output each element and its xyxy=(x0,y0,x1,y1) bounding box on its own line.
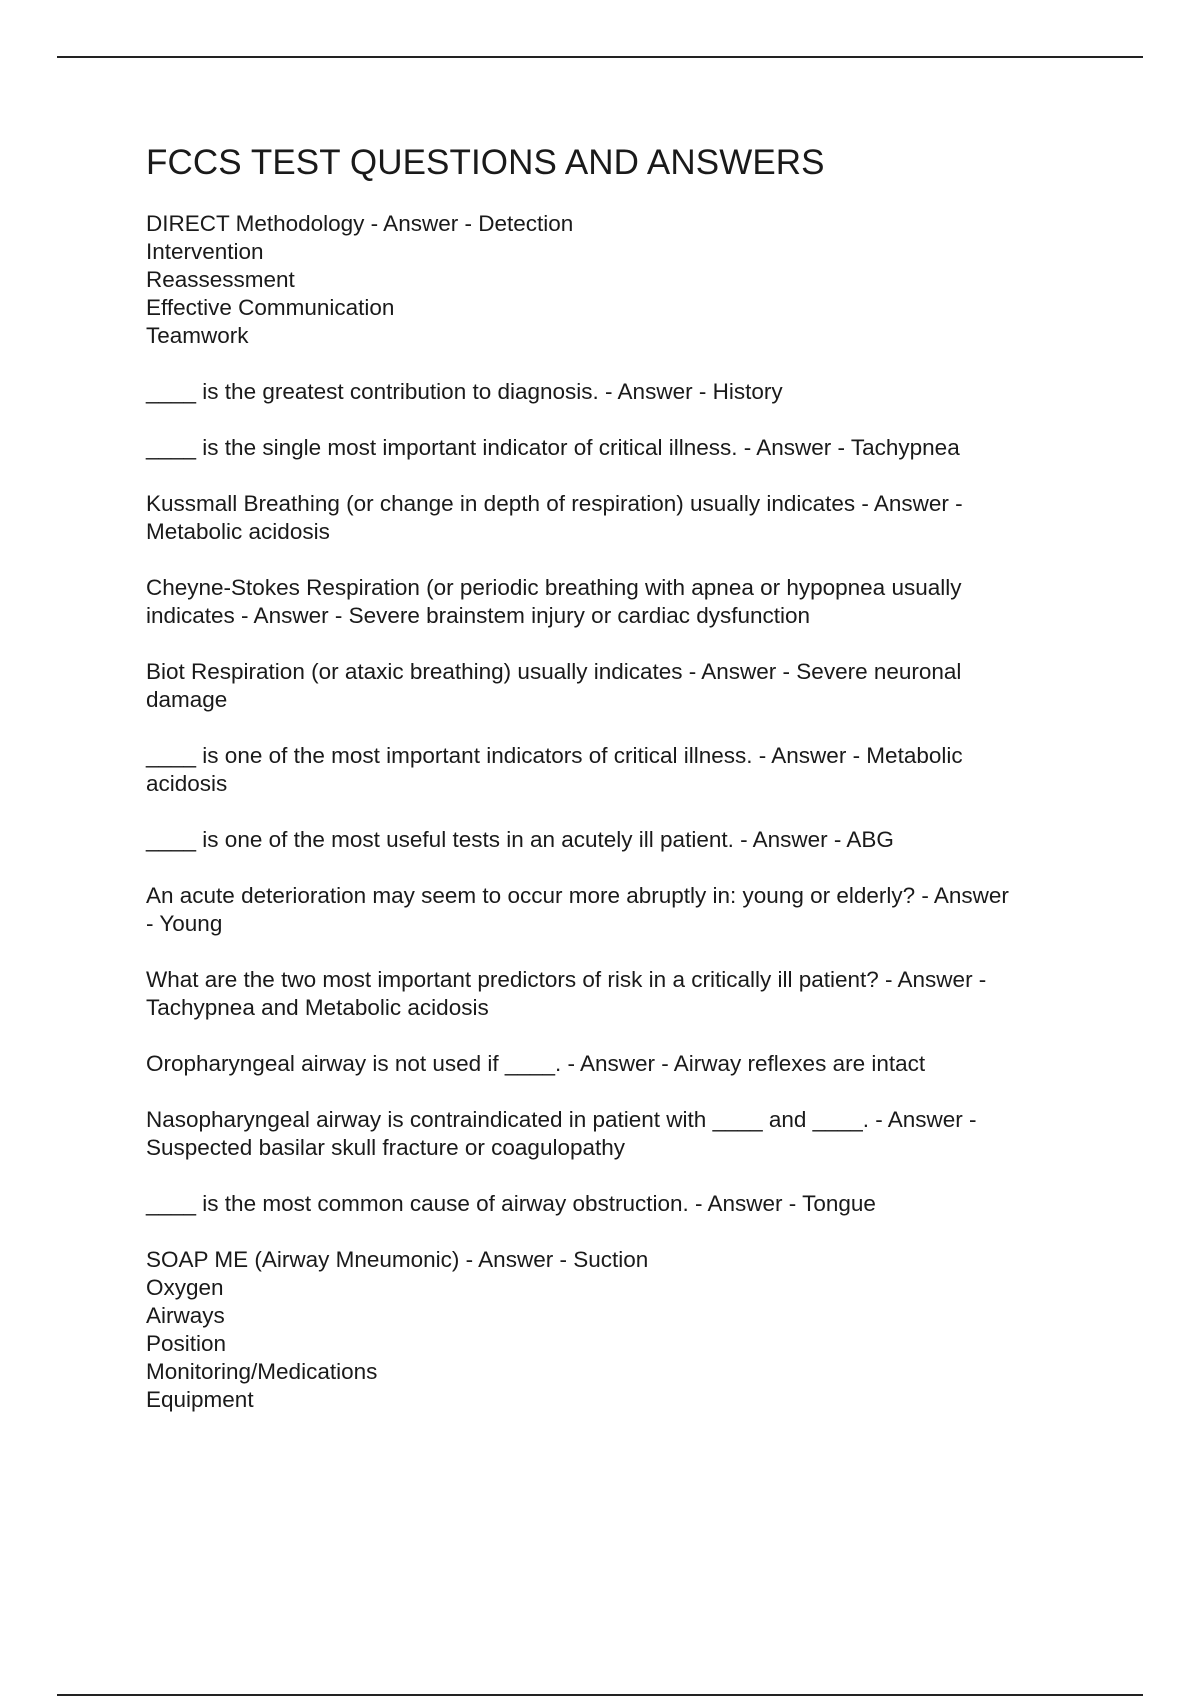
qa-line: Suspected basilar skull fracture or coagulopathy xyxy=(146,1135,626,1160)
qa-line: Kussmall Breathing (or change in depth of respiration) usually indicates - Answer - xyxy=(146,491,963,516)
qa-line: Intervention xyxy=(146,239,264,264)
qa-line: ____ is the single most important indicator of critical illness. - Answer - Tachypnea xyxy=(146,435,960,460)
qa-line: Oxygen xyxy=(146,1275,224,1300)
qa-item-tongue xyxy=(146,1190,1086,1218)
qa-line: ____ is the greatest contribution to diagnosis. - Answer - History xyxy=(146,379,783,404)
qa-line: damage xyxy=(146,687,228,712)
qa-line: What are the two most important predictors of risk in a critically ill patient? - Answer - xyxy=(146,967,987,992)
qa-item-young-elderly xyxy=(146,882,1086,938)
qa-line: - Young xyxy=(146,911,223,936)
qa-item-tachypnea xyxy=(146,434,1086,462)
header-rule xyxy=(57,56,1143,58)
qa-line: Equipment xyxy=(146,1387,254,1412)
document-body xyxy=(146,142,1086,1442)
qa-line: ____ is one of the most important indicators of critical illness. - Answer - Metabolic xyxy=(146,743,963,768)
qa-line: Monitoring/Medications xyxy=(146,1359,378,1384)
qa-item-history xyxy=(146,378,1086,406)
qa-line: Tachypnea and Metabolic acidosis xyxy=(146,995,489,1020)
document-title: FCCS TEST QUESTIONS AND ANSWERS xyxy=(146,143,825,182)
qa-line: acidosis xyxy=(146,771,228,796)
qa-line: An acute deterioration may seem to occur more abruptly in: young or elderly? - Answer xyxy=(146,883,1009,908)
qa-item-metabolic-acidosis xyxy=(146,742,1086,798)
qa-line: Oropharyngeal airway is not used if ____. - Answer - Airway reflexes are intact xyxy=(146,1051,926,1076)
qa-line: ____ is the most common cause of airway obstruction. - Answer - Tongue xyxy=(146,1191,876,1216)
footer-rule xyxy=(57,1694,1143,1696)
qa-line: Biot Respiration (or ataxic breathing) usually indicates - Answer - Severe neuronal xyxy=(146,659,962,684)
qa-item-predictors xyxy=(146,966,1086,1022)
qa-line: Position xyxy=(146,1331,227,1356)
qa-line: Effective Communication xyxy=(146,295,395,320)
qa-line: Metabolic acidosis xyxy=(146,519,330,544)
qa-item-abg xyxy=(146,826,1086,854)
qa-item-cheyne-stokes xyxy=(146,574,1086,630)
qa-line: indicates - Answer - Severe brainstem injury or cardiac dysfunction xyxy=(146,603,811,628)
qa-line: ____ is one of the most useful tests in an acutely ill patient. - Answer - ABG xyxy=(146,827,894,852)
qa-item-nasopharyngeal xyxy=(146,1106,1086,1162)
qa-line: Teamwork xyxy=(146,323,249,348)
qa-line: SOAP ME (Airway Mneumonic) - Answer - Suction xyxy=(146,1247,649,1272)
qa-item-direct xyxy=(146,210,1086,350)
qa-list xyxy=(146,210,1086,1414)
qa-item-oropharyngeal xyxy=(146,1050,1086,1078)
qa-line: Reassessment xyxy=(146,267,295,292)
qa-item-kussmaul xyxy=(146,490,1086,546)
qa-line: DIRECT Methodology - Answer - Detection xyxy=(146,211,574,236)
qa-line: Airways xyxy=(146,1303,225,1328)
qa-line: Cheyne-Stokes Respiration (or periodic breathing with apnea or hypopnea usually xyxy=(146,575,962,600)
qa-item-biot xyxy=(146,658,1086,714)
qa-item-soap-me xyxy=(146,1246,1086,1414)
qa-line: Nasopharyngeal airway is contraindicated in patient with ____ and ____. - Answer - xyxy=(146,1107,977,1132)
